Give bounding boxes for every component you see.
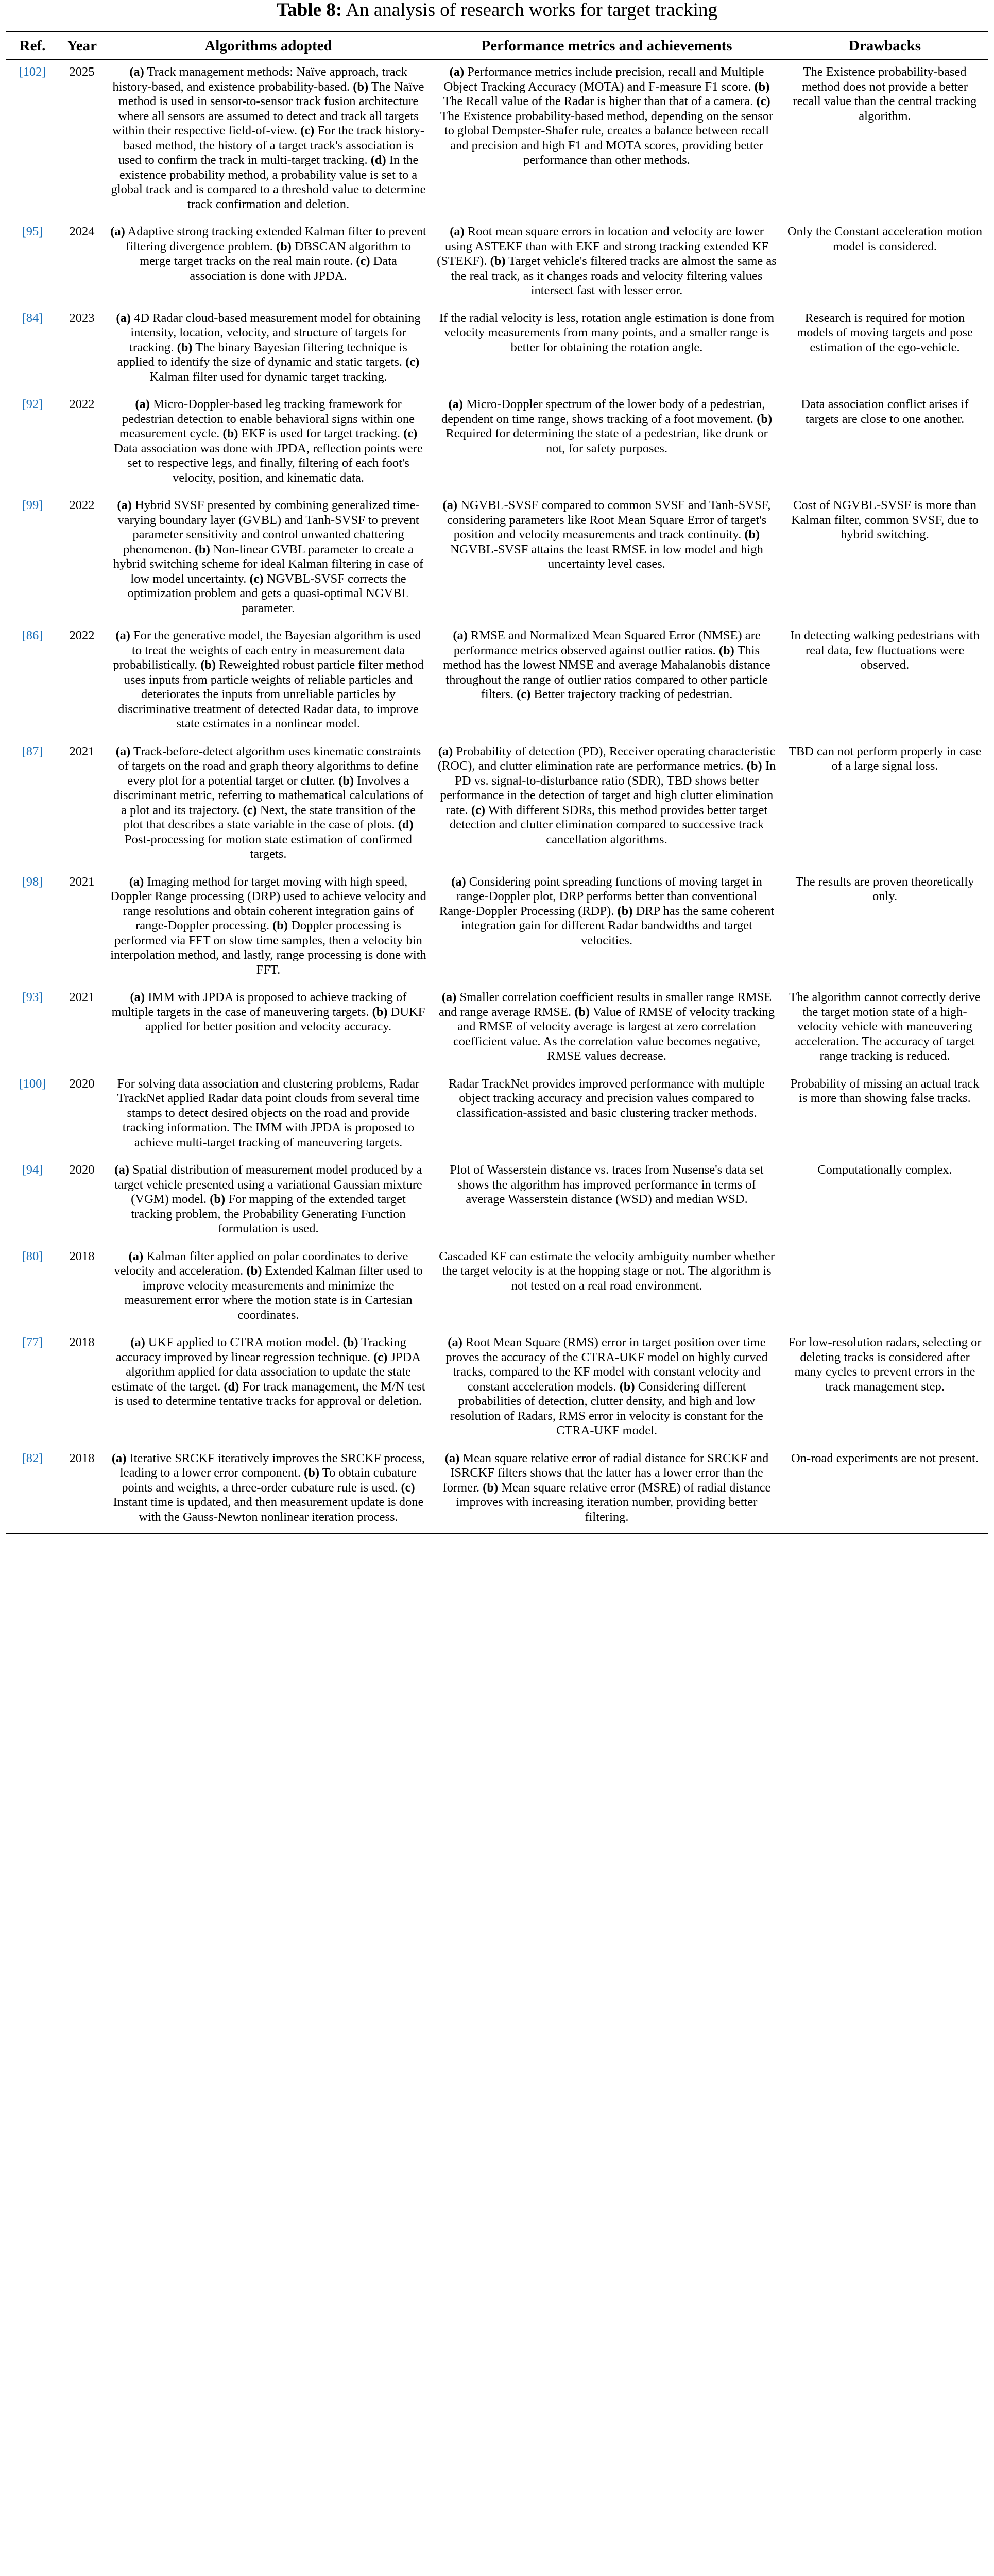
item-marker: (b) — [338, 773, 354, 788]
cell-algorithms — [105, 740, 432, 870]
cell-algorithms — [105, 870, 432, 986]
header-performance: Performance metrics and achievements — [432, 32, 782, 60]
cell-drawbacks: Data association conflict arises if targets are close to one another. — [801, 397, 969, 426]
table-row — [6, 1331, 988, 1447]
cell-ref[interactable]: [93] — [22, 990, 43, 1004]
table-row — [6, 1158, 988, 1245]
item-text: Kalman filter applied on polar coordinates to derive velocity and acceleration. — [114, 1249, 408, 1278]
item-marker: (b) — [304, 1466, 320, 1480]
item-marker: (c) — [471, 803, 486, 817]
cell-performance — [432, 494, 782, 624]
item-marker: (b) — [746, 759, 762, 773]
item-text: Target vehicle's filtered tracks are almost the same as the real track, as it changes roads and velocity filtering values intersect fast with lesser error. — [451, 254, 777, 297]
item-text: Root Mean Square (RMS) error in target position over time proves the accuracy of the CTRA-UKF model on highly curved tracks, compared to the KF model with constant velocity and constant acceleration models. — [445, 1335, 768, 1394]
item-text: Cascaded KF can estimate the velocity ambiguity number whether the target velocity is at the hopping stage or not. The algorithm is not tested on a real road environment. — [439, 1249, 775, 1293]
item-text: Data association is done with JPDA. — [190, 254, 397, 283]
cell-year: 2022 — [69, 397, 95, 411]
cell-algorithms — [105, 494, 432, 624]
item-text: Smaller correlation coefficient results in smaller range RMSE and range average RMSE. — [438, 990, 772, 1019]
cell-performance — [432, 870, 782, 986]
item-text: To obtain cubature points and weights, a three-order cubature rule is used. — [122, 1466, 417, 1495]
cell-year: 2021 — [69, 874, 95, 889]
cell-ref[interactable]: [77] — [22, 1335, 43, 1349]
cell-ref[interactable]: [92] — [22, 397, 43, 411]
item-marker: (b) — [483, 1480, 499, 1495]
cell-performance — [432, 740, 782, 870]
item-marker: (a) — [111, 1451, 127, 1465]
item-marker: (c) — [249, 571, 264, 586]
item-text: Doppler processing is performed via FFT on slow time samples, then a velocity bin interpolation method, and lastly, range processing is done with FFT. — [110, 919, 426, 977]
item-marker: (a) — [115, 629, 130, 642]
item-text: Adaptive strong tracking extended Kalman filter to prevent filtering divergence problem. — [125, 225, 426, 253]
table-row — [6, 220, 988, 307]
item-marker: (a) — [116, 311, 131, 325]
table-row — [6, 870, 988, 986]
item-text: Better trajectory tracking of pedestrian. — [530, 687, 733, 701]
item-marker: (a) — [448, 1335, 462, 1349]
item-text: Micro-Doppler-based leg tracking framework for pedestrian detection to enable behavioral signs within one measurement cycle. — [119, 397, 415, 440]
item-text: DUKF applied for better position and velocity accuracy. — [145, 1005, 425, 1033]
cell-year: 2021 — [69, 744, 95, 758]
item-text: Non-linear GVBL parameter to create a hybrid switching scheme for ideal Kalman filtering in case of low model uncertainty. — [113, 542, 424, 586]
item-marker: (c) — [405, 355, 420, 369]
item-text: Root mean square errors in location and velocity are lower using ASTEKF than with EKF and strong tracking extended KF (STEKF). — [437, 225, 769, 268]
cell-year: 2025 — [69, 65, 95, 79]
cell-ref[interactable]: [87] — [22, 744, 43, 758]
cell-drawbacks: Cost of NGVBL-SVSF is more than Kalman filter, common SVSF, due to hybrid switching. — [791, 498, 979, 541]
item-marker: (a) — [117, 498, 132, 512]
cell-drawbacks: In detecting walking pedestrians with real data, few fluctuations were observed. — [790, 629, 980, 672]
table-row — [6, 1072, 988, 1159]
item-text: Considering different probabilities of detection, clutter density, and high and low resolution of Radars, RMS error in velocity is constant for the CTRA-UKF model. — [450, 1379, 763, 1437]
item-marker: (c) — [243, 803, 257, 817]
table-caption — [0, 0, 994, 21]
cell-drawbacks: Computationally complex. — [817, 1163, 952, 1177]
header-year: Year — [59, 32, 105, 60]
cell-algorithms — [105, 1072, 432, 1159]
cell-algorithms — [105, 1447, 432, 1534]
item-marker: (b) — [194, 542, 210, 556]
item-marker: (a) — [442, 498, 458, 512]
item-text: IMM with JPDA is proposed to achieve tracking of multiple targets in the case of maneuvering targets. — [111, 990, 407, 1019]
table-row — [6, 307, 988, 393]
cell-performance — [432, 307, 782, 393]
cell-year: 2018 — [69, 1335, 95, 1349]
item-marker: (a) — [129, 65, 144, 79]
item-text: Imaging method for target moving with high speed, Doppler Range processing (DRP) used to achieve velocity and range resolutions and obtain coherent integration gains of range-Doppler processing. — [110, 874, 426, 933]
cell-performance — [432, 624, 782, 740]
item-text: EKF is used for target tracking. — [238, 427, 404, 440]
item-text: Iterative SRCKF iteratively improves the SRCKF process, leading to a lower error component. — [119, 1451, 425, 1480]
cell-performance — [432, 220, 782, 307]
cell-performance — [432, 1331, 782, 1447]
item-marker: (b) — [210, 1192, 226, 1206]
item-text: UKF applied to CTRA motion model. — [145, 1335, 343, 1349]
cell-performance — [432, 1158, 782, 1245]
header-drawbacks: Drawbacks — [782, 32, 988, 60]
item-marker: (b) — [372, 1005, 388, 1019]
item-text: For track management, the M/N test is used to determine tentative tracks for approval or deletion. — [115, 1379, 425, 1408]
cell-ref[interactable]: [100] — [19, 1076, 46, 1091]
table-row — [6, 60, 988, 220]
item-text: Value of RMSE of velocity tracking and RMSE of velocity average is largest at zero correlation coefficient value. As the correlation value becomes negative, RMSE values decrease. — [453, 1005, 775, 1063]
item-text: The Recall value of the Radar is higher than that of a camera. — [443, 94, 757, 108]
item-text: Involves a discriminant metric, referring to mathematical calculations of a plot and its trajectory. — [113, 773, 424, 817]
table-row — [6, 393, 988, 494]
cell-algorithms — [105, 986, 432, 1072]
item-marker: (b) — [276, 239, 292, 253]
item-text: Micro-Doppler spectrum of the lower body of a pedestrian, dependent on time range, shows tracking of a foot movement. — [441, 397, 765, 426]
table-row — [6, 1245, 988, 1331]
item-marker: (b) — [177, 340, 193, 354]
cell-drawbacks: For low-resolution radars, selecting or deleting tracks is considered after many cycles to prevent errors in the track management step. — [788, 1335, 982, 1394]
item-text: The Existence probability-based method, depending on the sensor to global Dempster-Shafer rule, creates a balance between recall and precision and high F1 and MOTA scores, providing better performance than other methods. — [440, 109, 774, 167]
item-text: JPDA algorithm applied for data association to update the state estimate of the target. — [111, 1350, 421, 1394]
item-text: Plot of Wasserstein distance vs. traces from Nusense's data set shows the algorithm has improved performance in terms of average Wasserstein distance (WSD) and median WSD. — [450, 1163, 764, 1206]
cell-performance — [432, 1245, 782, 1331]
caption-title: An analysis of research works for target tracking — [346, 0, 717, 21]
item-marker: (a) — [448, 397, 464, 411]
cell-ref[interactable]: [80] — [22, 1249, 43, 1263]
item-marker: (a) — [449, 65, 465, 79]
item-marker: (c) — [403, 427, 418, 440]
item-text: NGVBL-SVSF attains the least RMSE in low model and high uncertainty level cases. — [450, 542, 763, 571]
table-body — [6, 60, 988, 1534]
item-text: DRP has the same coherent integration gain for different Radar bandwidths and target velocities. — [461, 904, 775, 947]
cell-algorithms — [105, 307, 432, 393]
cell-ref[interactable]: [94] — [22, 1163, 43, 1177]
item-text: Considering point spreading functions of moving target in range-Doppler plot, DRP performs better than conventional Range-Doppler Processing (RDP). — [439, 874, 762, 918]
item-text: NGVBL-SVSF corrects the optimization problem and gets a quasi-optimal NGVBL parameter. — [127, 571, 409, 615]
item-marker: (a) — [441, 990, 457, 1004]
cell-ref[interactable]: [99] — [22, 498, 43, 512]
item-text: Track-before-detect algorithm uses kinematic constraints of targets on the road and graph theory algorithms to define every plot for a potential target or clutter. — [118, 744, 421, 788]
header-ref: Ref. — [6, 32, 59, 60]
item-marker: (a) — [115, 744, 131, 758]
item-marker: (a) — [444, 1451, 460, 1465]
cell-year: 2024 — [69, 225, 95, 239]
item-text: Kalman filter used for dynamic target tracking. — [149, 369, 387, 384]
cell-drawbacks: Probability of missing an actual track is more than showing false tracks. — [790, 1076, 980, 1105]
item-text: Extended Kalman filter used to improve velocity measurements and minimize the measurement error where the motion state is in Cartesian coordinates. — [124, 1264, 423, 1322]
cell-algorithms — [105, 393, 432, 494]
item-text: Mean square relative error of radial distance for SRCKF and ISRCKF filters shows that the latter has a lower error than the former. — [442, 1451, 769, 1495]
item-text: RMSE and Normalized Mean Squared Error (NMSE) are performance metrics observed against outlier ratios. — [453, 629, 761, 657]
cell-year: 2020 — [69, 1076, 95, 1091]
item-marker: (d) — [398, 818, 414, 832]
item-marker: (b) — [754, 79, 770, 94]
table-row — [6, 740, 988, 870]
cell-drawbacks: Only the Constant acceleration motion model is considered. — [787, 225, 983, 253]
item-marker: (d) — [224, 1379, 239, 1394]
item-marker: (a) — [128, 1249, 144, 1263]
cell-performance — [432, 986, 782, 1072]
item-marker: (a) — [130, 990, 145, 1004]
item-text: Reweighted robust particle filter method uses inputs from particle weights of reliable particles and deteriorates the inputs from unreliable particles by discriminative treatment of detected Radar data, to improve state estimates in a nonlinear model. — [118, 658, 424, 731]
item-text: In PD vs. signal-to-disturbance ratio (SDR), TBD shows better performance in the detection of target and high clutter elimination rate. — [440, 759, 776, 817]
item-marker: (c) — [756, 94, 770, 108]
item-marker: (b) — [342, 1335, 358, 1349]
item-marker: (b) — [718, 643, 734, 657]
cell-ref[interactable]: [102] — [19, 65, 46, 79]
item-text: Tracking accuracy improved by linear regression technique. — [116, 1335, 406, 1364]
item-marker: (b) — [490, 254, 506, 268]
item-text: Spatial distribution of measurement model produced by a target vehicle presented using a variational Gaussian mixture (VGM) model. — [114, 1163, 422, 1206]
item-text: Next, the state transition of the plot that describes a state variable in the case of plots. — [123, 803, 416, 832]
cell-performance — [432, 1072, 782, 1159]
item-marker: (c) — [356, 254, 370, 268]
item-text: This method has the lowest NMSE and average Mahalanobis distance throughout the range of outlier ratios compared to other particle filters. — [443, 643, 770, 701]
item-marker: (a) — [114, 1163, 129, 1177]
cell-algorithms — [105, 220, 432, 307]
item-marker: (a) — [438, 744, 453, 758]
item-text: The binary Bayesian filtering technique is applied to identify the size of dynamic and static targets. — [117, 340, 407, 369]
item-text: Instant time is updated, and then measurement update is done with the Gauss-Newton nonlinear iteration process. — [113, 1495, 424, 1524]
item-text: DBSCAN algorithm to merge target tracks on the real main route. — [140, 239, 412, 268]
cell-ref[interactable]: [86] — [22, 629, 43, 642]
item-marker: (b) — [617, 904, 633, 918]
item-marker: (d) — [370, 153, 386, 167]
item-text: Performance metrics include precision, recall and Multiple Object Tracking Accuracy (MOTA) and F-measure F1 score. — [443, 65, 764, 94]
item-marker: (b) — [246, 1264, 262, 1278]
item-marker: (b) — [222, 427, 238, 440]
cell-year: 2018 — [69, 1249, 95, 1263]
cell-ref[interactable]: [95] — [22, 225, 43, 239]
item-text: Post-processing for motion state estimation of confirmed targets. — [125, 832, 412, 861]
table-row — [6, 494, 988, 624]
item-text: Mean square relative error (MSRE) of radial distance improves with increasing iteration number, providing better filtering. — [456, 1480, 771, 1524]
cell-drawbacks: The algorithm cannot correctly derive the target motion state of a high-velocity vehicle with maneuvering acceleration. The accuracy of target range tracking is reduced. — [789, 990, 981, 1063]
item-text: Data association was done with JPDA, reflection points were set to respective legs, and finally, filtering of each foot's velocity, position, and kinematic data. — [114, 441, 423, 485]
item-text: In the existence probability method, a probability value is set to a global track and is compared to a threshold value to determine track confirmation and deletion. — [111, 153, 426, 211]
cell-algorithms — [105, 1245, 432, 1331]
item-marker: (b) — [757, 412, 773, 426]
cell-drawbacks — [782, 1245, 988, 1331]
header-algorithms: Algorithms adopted — [105, 32, 432, 60]
cell-ref[interactable]: [82] — [6, 1447, 59, 1534]
cell-drawbacks: The Existence probability-based method does not provide a better recall value than the central tracking algorithm. — [793, 65, 977, 123]
item-text: The Naïve method is used in sensor-to-sensor track fusion architecture where all sensors are assumed to detect and track all targets within their respective field-of-view. — [112, 79, 424, 138]
cell-year: 2023 — [69, 311, 95, 325]
item-text: For the generative model, the Bayesian algorithm is used to treat the weights of each entry in measurement data probabilistically. — [113, 629, 421, 672]
cell-year: 2020 — [69, 1163, 95, 1177]
item-text: If the radial velocity is less, rotation angle estimation is done from velocity measurements from many points, and a smaller range is better for obtaining the rotation angle. — [439, 311, 775, 354]
item-marker: (a) — [453, 629, 468, 642]
cell-algorithms — [105, 1331, 432, 1447]
item-marker: (a) — [451, 874, 466, 889]
cell-algorithms — [105, 60, 432, 220]
item-marker: (c) — [373, 1350, 388, 1364]
cell-year: 2022 — [69, 498, 95, 512]
item-marker: (b) — [574, 1005, 590, 1019]
item-text: Required for determining the state of a pedestrian, like drunk or not, for safety purposes. — [445, 427, 768, 455]
cell-performance — [432, 1447, 782, 1534]
cell-drawbacks: The results are proven theoretically only. — [795, 874, 974, 903]
table-row — [6, 624, 988, 740]
item-marker: (a) — [110, 225, 125, 239]
cell-performance — [432, 60, 782, 220]
cell-algorithms — [105, 1158, 432, 1245]
cell-performance — [432, 393, 782, 494]
item-marker: (a) — [450, 225, 465, 239]
item-marker: (a) — [129, 874, 144, 889]
cell-drawbacks: Research is required for motion models of moving targets and pose estimation of the ego-vehicle. — [797, 311, 973, 354]
item-marker: (b) — [272, 919, 288, 933]
item-text: Track management methods: Naïve approach, track history-based, and existence probability-based. — [112, 65, 407, 94]
item-text: For the track history-based method, the history of a target track's association is used to confirm the track in multi-target tracking. — [118, 124, 424, 167]
item-text: NGVBL-SVSF compared to common SVSF and Tanh-SVSF, considering parameters like Root Mean Square Error of target's position and velocity measurements and track continuity. — [447, 498, 771, 541]
item-marker: (c) — [300, 124, 315, 138]
cell-drawbacks: TBD can not perform properly in case of a large signal loss. — [788, 744, 982, 773]
item-marker: (c) — [517, 687, 531, 701]
cell-year: 2022 — [69, 629, 95, 642]
cell-ref[interactable]: [84] — [22, 311, 43, 325]
item-marker: (a) — [130, 1335, 145, 1349]
item-text: Hybrid SVSF presented by combining generalized time-varying boundary layer (GVBL) and Tanh-SVSF to prevent parameter sensitivity and control unwanted chattering phenomenon. — [117, 498, 420, 556]
item-marker: (b) — [353, 79, 369, 94]
item-text: Radar TrackNet provides improved performance with multiple object tracking accuracy and precision values compared to classification-assisted and basic clustering tracker methods. — [449, 1076, 765, 1120]
item-text: For solving data association and clustering problems, Radar TrackNet applied Radar data point clouds from several time stamps to detect desired objects on the road and provide tracking information. The IMM with JPDA is proposed to achieve multi-target tracking of maneuvering targets. — [117, 1076, 420, 1149]
item-text: Probability of detection (PD), Receiver operating characteristic (ROC), and clutter elimination rate are performance metrics. — [437, 744, 776, 773]
cell-ref[interactable]: [98] — [22, 874, 43, 889]
item-marker: (b) — [200, 658, 216, 672]
item-marker: (c) — [401, 1480, 415, 1495]
cell-year: 2021 — [69, 990, 95, 1004]
caption-label: Table 8: — [277, 0, 342, 21]
item-marker: (a) — [135, 397, 150, 411]
table-row — [6, 986, 988, 1072]
item-text: 4D Radar cloud-based measurement model for obtaining intensity, location, velocity, and structure of targets for tracking. — [129, 311, 421, 354]
table-header — [6, 32, 988, 60]
item-text: For mapping of the extended target tracking problem, the Probability Generating Function formulation is used. — [131, 1192, 406, 1235]
cell-year: 2018 — [59, 1447, 105, 1534]
table-row — [6, 1447, 988, 1534]
cell-drawbacks: On-road experiments are not present. — [782, 1447, 988, 1534]
item-text: With different SDRs, this method provides better target detection and clutter elimination compared to successive track cancellation algorithms. — [449, 803, 768, 846]
cell-algorithms — [105, 624, 432, 740]
item-marker: (b) — [619, 1379, 635, 1394]
research-table — [6, 31, 988, 1534]
item-marker: (b) — [744, 528, 760, 541]
